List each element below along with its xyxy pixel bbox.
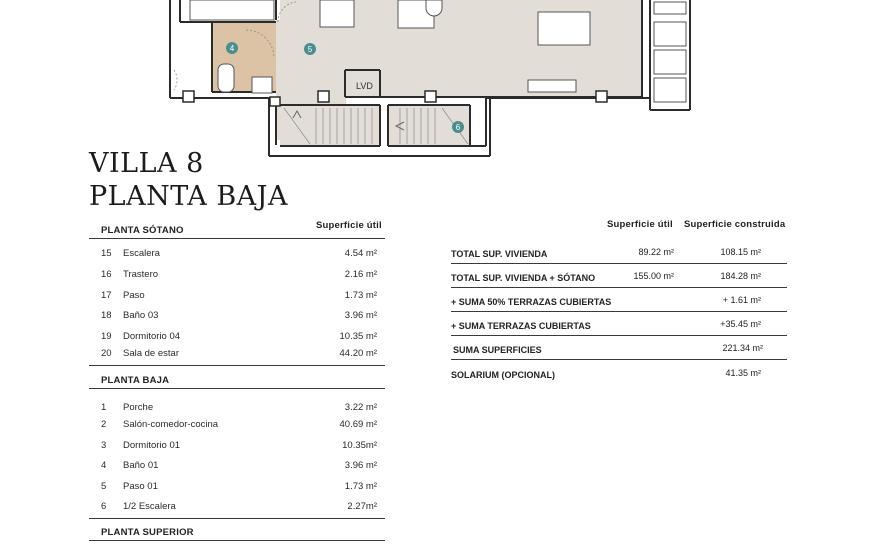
summary-util: 155.00 m² (633, 271, 674, 281)
divider (89, 540, 385, 541)
summary-label: + SUMA 50% TERRAZAS CUBIERTAS (451, 297, 612, 307)
room-area: 40.69 m² (339, 419, 377, 430)
row-number: 4 (101, 460, 107, 471)
room-name: Paso (123, 290, 145, 301)
summary-construida: 184.28 m² (720, 271, 761, 281)
row-number: 1 (101, 402, 107, 413)
room-name: Baño 01 (123, 460, 159, 471)
summary-row (451, 247, 791, 263)
villa-title: VILLA 8 (89, 148, 204, 179)
room-area: 10.35 m² (339, 331, 377, 342)
floor-title: PLANTA BAJA (89, 181, 288, 212)
divider (89, 365, 385, 366)
section-heading-superior: PLANTA SUPERIOR (101, 527, 194, 538)
svg-text:6: 6 (455, 123, 461, 132)
table-row (101, 501, 377, 517)
divider (451, 335, 787, 336)
table-row (101, 348, 377, 364)
summary-construida: 221.34 m² (722, 343, 763, 353)
room-area: 44.20 m² (339, 348, 377, 359)
summary-row (451, 271, 791, 287)
summary-construida: 108.15 m² (720, 247, 761, 257)
summary-label: SOLARIUM (OPCIONAL) (451, 370, 555, 380)
section-heading-baja: PLANTA BAJA (101, 375, 170, 386)
table-row (101, 331, 377, 347)
summary-row (451, 295, 791, 311)
svg-text:5: 5 (307, 45, 313, 54)
divider (89, 388, 385, 389)
table-row (101, 310, 377, 326)
svg-text:4: 4 (229, 44, 235, 53)
table-row (101, 290, 377, 306)
lvd-label: LVD (356, 81, 373, 91)
room-name: Dormitorio 04 (123, 331, 181, 342)
section-heading-sotano: PLANTA SÓTANO (101, 225, 184, 236)
left-col-header-util: Superficie útil (316, 220, 382, 231)
divider (451, 359, 787, 360)
row-number: 19 (101, 331, 112, 342)
room-marker-6 (452, 121, 464, 133)
divider (451, 311, 787, 312)
row-number: 6 (101, 501, 107, 512)
summary-row (453, 343, 793, 359)
row-number: 3 (101, 440, 107, 451)
row-number: 17 (101, 290, 112, 301)
room-area: 2.16 m² (344, 269, 377, 280)
summary-util: 89.22 m² (638, 247, 674, 257)
room-area: 10.35m² (342, 440, 377, 451)
divider (451, 263, 787, 264)
room-name: 1/2 Escalera (123, 501, 176, 512)
floor-plan (0, 0, 870, 165)
row-number: 2 (101, 419, 107, 430)
row-number: 5 (101, 481, 107, 492)
summary-row (451, 368, 791, 384)
table-row (101, 402, 377, 418)
table-row (101, 269, 377, 285)
table-row (101, 440, 377, 456)
room-name: Porche (123, 402, 154, 413)
row-number: 15 (101, 248, 112, 259)
room-area: 1.73 m² (344, 290, 377, 301)
table-row (101, 481, 377, 497)
right-col-header-construida: Superficie construida (684, 219, 786, 230)
room-name: Trastero (123, 269, 159, 280)
room-name: Escalera (123, 248, 160, 259)
room-marker-5 (304, 43, 316, 55)
room-area: 3.22 m² (344, 402, 377, 413)
row-number: 18 (101, 310, 112, 321)
row-number: 16 (101, 269, 112, 280)
table-row (101, 419, 377, 435)
summary-label: TOTAL SUP. VIVIENDA (451, 249, 548, 259)
summary-construida: + 1.61 m² (722, 295, 761, 305)
room-name: Dormitorio 01 (123, 440, 181, 451)
toilet-icon (426, 0, 442, 16)
divider (89, 518, 385, 519)
room-area: 3.96 m² (344, 460, 377, 471)
summary-construida: +35.45 m² (720, 319, 761, 329)
divider (451, 287, 787, 288)
summary-label: SUMA SUPERFICIES (453, 345, 542, 355)
table-row (101, 460, 377, 476)
summary-label: TOTAL SUP. VIVIENDA + SÓTANO (451, 273, 596, 283)
summary-label: + SUMA TERRAZAS CUBIERTAS (451, 321, 591, 331)
room-name: Salón-comedor-cocina (123, 419, 219, 430)
room-area: 3.96 m² (344, 310, 377, 321)
right-col-header-util: Superficie útil (607, 219, 673, 230)
divider (89, 238, 385, 239)
room-area: 2.27m² (347, 501, 377, 512)
table-row (101, 248, 377, 264)
room-area: 1.73 m² (344, 481, 377, 492)
room-name: Paso 01 (123, 481, 158, 492)
room-name: Sala de estar (123, 348, 179, 359)
room-marker-4 (226, 42, 238, 54)
summary-row (451, 319, 791, 335)
summary-construida: 41.35 m² (725, 368, 761, 378)
row-number: 20 (101, 348, 112, 359)
room-name: Baño 03 (123, 310, 159, 321)
room-area: 4.54 m² (344, 248, 377, 259)
